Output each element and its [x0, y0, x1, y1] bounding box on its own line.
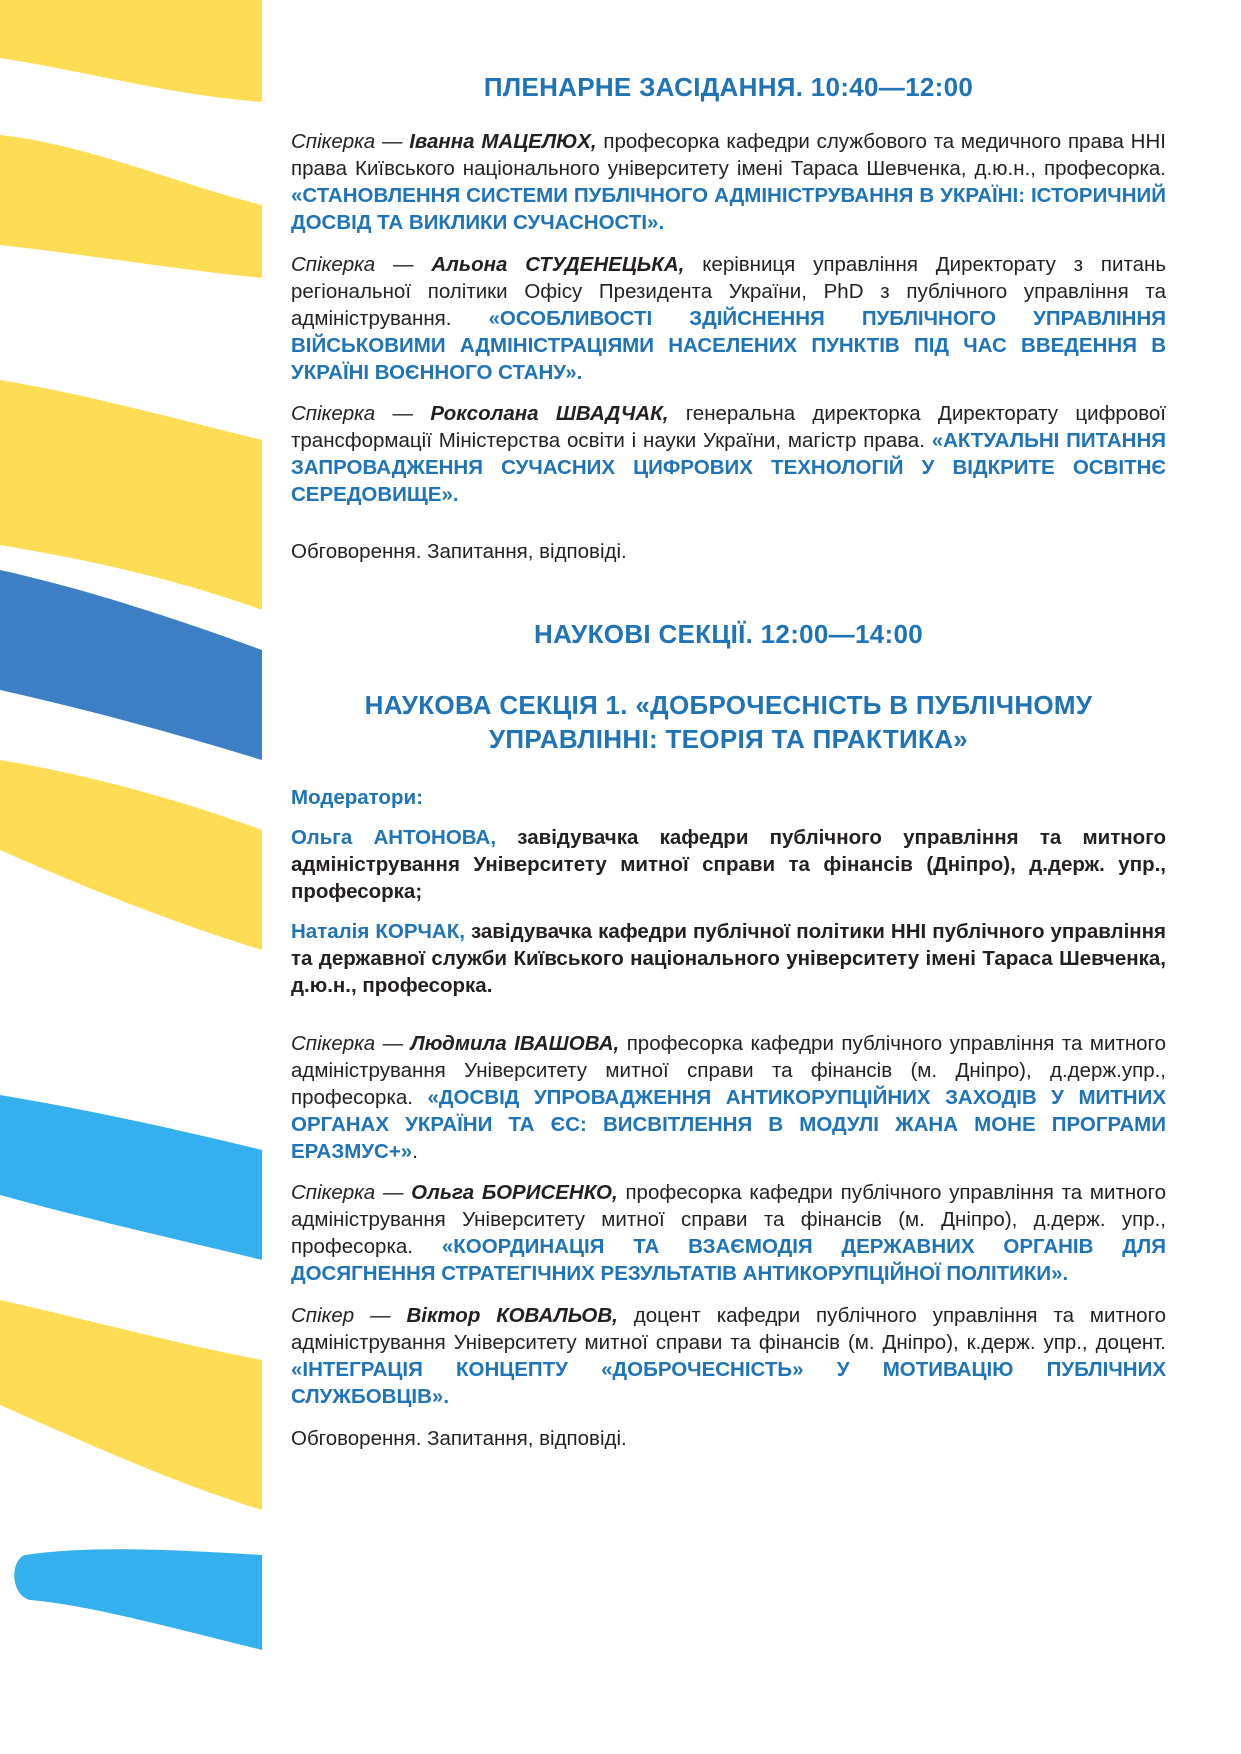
stripe-light-blue-2 [14, 1549, 262, 1650]
talk-title: «КООРДИНАЦІЯ ТА ВЗАЄМОДІЯ ДЕРЖАВНИХ ОРГАНІВ ДЛЯ ДОСЯГНЕННЯ СТРАТЕГІЧНИХ РЕЗУЛЬТАТІВ АНТИКОРУПЦІЙНОЇ ПОЛІТИКИ». [291, 1235, 1166, 1285]
stripe-yellow-2 [0, 135, 262, 278]
speaker-role: Спікерка — [291, 402, 414, 425]
decorative-stripes [0, 0, 262, 1754]
section1-heading [291, 688, 1166, 756]
section1-speaker-3 [291, 1302, 1166, 1410]
section1-heading-line2: УПРАВЛІННІ: ТЕОРІЯ ТА ПРАКТИКА» [488, 724, 969, 754]
moderators-label: Модератори: [291, 786, 423, 809]
speaker-name: Іванна МАЦЕЛЮХ, [409, 130, 597, 153]
speaker-role: Спікерка — [291, 130, 403, 153]
section1-speaker-1 [291, 1030, 1166, 1165]
speaker-affiliation: керівниця управління Директорату з питань регіональної політики Офісу Президента України, PhD з публічного управління та адміністрування. [291, 253, 1167, 330]
section1-heading-line1: НАУКОВА СЕКЦІЯ 1. «ДОБРОЧЕСНІСТЬ В ПУБЛІЧНОМУ [364, 690, 1093, 720]
speaker-role: Спікер — [291, 1304, 391, 1327]
speaker-name: Альона СТУДЕНЕЦЬКА, [431, 253, 685, 276]
stripe-blue-1 [0, 570, 262, 760]
moderator-name: Наталія КОРЧАК, [291, 920, 465, 943]
talk-title-tail: . [412, 1140, 418, 1163]
talk-title: «ІНТЕГРАЦІЯ КОНЦЕПТУ «ДОБРОЧЕСНІСТЬ» У МОТИВАЦІЮ ПУБЛІЧНИХ СЛУЖБОВЦІВ». [291, 1358, 1166, 1408]
moderator-1 [291, 824, 1166, 905]
plenary-discussion: Обговорення. Запитання, відповіді. [291, 540, 627, 563]
stripe-yellow-1 [0, 0, 262, 102]
speaker-affiliation: професорка кафедри публічного управління та митного адміністрування Університету митної справи та фінансів (м. Дніпро), д.держ. упр., професорка. [291, 1181, 1167, 1258]
talk-title: «ДОСВІД УПРОВАДЖЕННЯ АНТИКОРУПЦІЙНИХ ЗАХОДІВ У МИТНИХ ОРГАНАХ УКРАЇНИ ТА ЄС: ВИСВІТЛЕННЯ В МОДУЛІ ЖАНА МОНЕ ПРОГРАМИ ЕРАЗМУС+» [291, 1086, 1166, 1163]
speaker-role: Спікерка — [291, 1032, 404, 1055]
speaker-affiliation: професорка кафедри публічного управління та митного адміністрування Університету митної справи та фінансів (м. Дніпро), д.держ.упр., професорка. [291, 1032, 1166, 1109]
moderator-affiliation: завідувачка кафедри публічної політики ННІ публічного управління та державної служби Київського національного університету імені Тараса Шевченка, д.ю.н., професорка. [291, 920, 1166, 997]
speaker-name: Віктор КОВАЛЬОВ, [406, 1304, 618, 1327]
talk-title: «СТАНОВЛЕННЯ СИСТЕМИ ПУБЛІЧНОГО АДМІНІСТРУВАННЯ В УКРАЇНІ: ІСТОРИЧНИЙ ДОСВІД ТА ВИКЛИКИ СУЧАСНОСТІ». [291, 184, 1166, 234]
speaker-name: Людмила ІВАШОВА, [410, 1032, 620, 1055]
moderator-affiliation: завідувачка кафедри публічного управління та митного адміністрування Університету митної справи та фінансів (Дніпро), д.держ. упр., професорка; [291, 826, 1166, 903]
stripe-yellow-4 [0, 760, 262, 950]
talk-title: «ОСОБЛИВОСТІ ЗДІЙСНЕННЯ ПУБЛІЧНОГО УПРАВЛІННЯ ВІЙСЬКОВИМИ АДМІНІСТРАЦІЯМИ НАСЕЛЕНИХ ПУНКТІВ ПІД ЧАС ВВЕДЕННЯ В УКРАЇНІ ВОЄННОГО СТАНУ». [291, 307, 1166, 384]
speaker-role: Спікерка — [291, 1181, 404, 1204]
talk-title: «АКТУАЛЬНІ ПИТАННЯ ЗАПРОВАДЖЕННЯ СУЧАСНИХ ЦИФРОВИХ ТЕХНОЛОГІЙ У ВІДКРИТЕ ОСВІТНЄ СЕРЕДОВИЩЕ». [291, 429, 1166, 506]
speaker-name: Роксолана ШВАДЧАК, [430, 402, 669, 425]
section1-speaker-2 [291, 1179, 1166, 1287]
speaker-name: Ольга БОРИСЕНКО, [411, 1181, 618, 1204]
moderator-2 [291, 918, 1166, 999]
speaker-role: Спікерка — [291, 253, 414, 276]
speaker-affiliation: доцент кафедри публічного управління та митного адміністрування Університету митної справи та фінансів (м. Дніпро), к.держ. упр., доцент. [291, 1304, 1166, 1354]
plenary-speaker-1 [291, 128, 1166, 236]
plenary-speaker-2 [291, 251, 1166, 386]
stripe-yellow-5 [0, 1300, 262, 1510]
plenary-heading: ПЛЕНАРНЕ ЗАСІДАННЯ. 10:40—12:00 [483, 72, 974, 102]
sections-heading: НАУКОВІ СЕКЦІЇ. 12:00—14:00 [534, 619, 923, 649]
stripe-light-blue-1 [0, 1095, 262, 1260]
plenary-speaker-3 [291, 400, 1166, 508]
section1-discussion: Обговорення. Запитання, відповіді. [291, 1427, 627, 1450]
speaker-affiliation: генеральна директорка Директорату цифрової трансформації Міністерства освіти і науки України, магістр права. [291, 402, 1166, 452]
stripe-yellow-3 [0, 380, 262, 610]
moderator-name: Ольга АНТОНОВА, [291, 826, 497, 849]
speaker-affiliation: професорка кафедри службового та медичного права ННІ права Київського національного університету імені Тараса Шевченка, д.ю.н., професорка. [291, 130, 1166, 180]
